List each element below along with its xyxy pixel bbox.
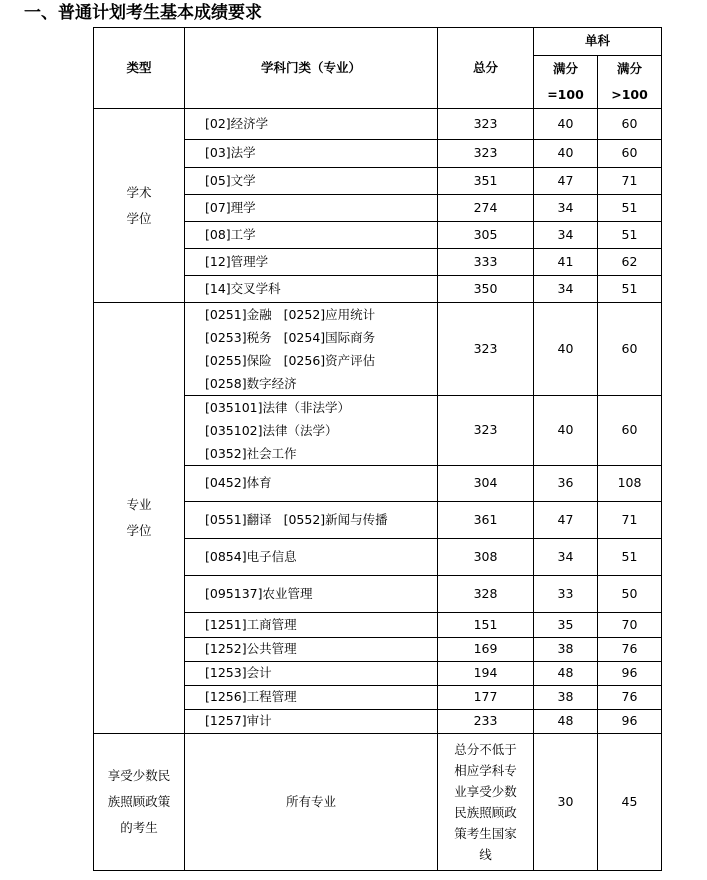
total-cell: 361: [438, 502, 534, 539]
score-gt-100-cell: 71: [598, 168, 662, 195]
subject-item: [0255]保险: [205, 353, 272, 368]
minority-type-line2: 族照顾政策: [107, 794, 171, 809]
total-header: 总分: [438, 28, 534, 109]
academic-type-line2: 学位: [126, 210, 152, 226]
minority-type-line1: 享受少数民: [107, 768, 171, 783]
total-description-line: 总分不低于: [454, 742, 517, 757]
score-100-cell: 38: [534, 686, 598, 710]
subject-cell: [03]法学: [185, 140, 438, 168]
score-100-cell: 34: [534, 222, 598, 249]
score-100-cell: 35: [534, 613, 598, 638]
type-header: 类型: [94, 28, 185, 109]
subject-item: [0551]翻译: [205, 511, 272, 527]
subject-cell: [07]理学: [185, 195, 438, 222]
subject-cell-law-group: [185, 396, 438, 466]
single-subject-header: 单科: [534, 28, 662, 56]
score-gt-100-cell: 71: [598, 502, 662, 539]
score-gt-100-cell: 96: [598, 662, 662, 686]
total-cell: 304: [438, 466, 534, 502]
score-requirements-table: [93, 27, 662, 871]
full-100-header-line2: =100: [547, 87, 584, 102]
subject-cell: [1252]公共管理: [185, 638, 438, 662]
professional-type-line2: 学位: [126, 523, 152, 538]
subject-cell: [1253]会计: [185, 662, 438, 686]
full-gt-100-header-line2: >100: [611, 87, 648, 102]
score-100-cell: 38: [534, 638, 598, 662]
subject-item: [035102]法律（法学）: [205, 423, 338, 438]
score-gt-100-cell: 96: [598, 710, 662, 734]
score-100-cell: 48: [534, 710, 598, 734]
score-gt-100-cell: 108: [598, 466, 662, 502]
score-100-cell: 34: [534, 276, 598, 303]
total-cell: 308: [438, 539, 534, 576]
total-description-line: 线: [479, 847, 492, 862]
score-gt-100-cell: 76: [598, 638, 662, 662]
total-description-line: 民族照顾政: [454, 805, 517, 820]
subject-item: [0252]应用统计: [283, 307, 376, 322]
total-cell: 233: [438, 710, 534, 734]
subject-cell: [05]文学: [185, 168, 438, 195]
subject-cell: [1256]工程管理: [185, 686, 438, 710]
score-100-cell: 34: [534, 195, 598, 222]
total-cell: 305: [438, 222, 534, 249]
subject-cell-finance-group: [185, 303, 438, 396]
professional-type-line1: 专业: [126, 497, 152, 512]
score-100-cell: 40: [534, 140, 598, 168]
full-100-header-line1: 满分: [552, 61, 578, 76]
subject-cell: [095137]农业管理: [185, 576, 438, 613]
subject-cell: [08]工学: [185, 222, 438, 249]
subject-item: [035101]法律（非法学）: [205, 400, 350, 415]
score-100-cell: 40: [534, 303, 598, 396]
score-100-cell: 30: [534, 734, 598, 871]
score-gt-100-cell: 51: [598, 195, 662, 222]
score-100-cell: 40: [534, 396, 598, 466]
score-gt-100-cell: 45: [598, 734, 662, 871]
academic-type-line1: 学术: [126, 184, 152, 200]
section-heading: 一、普通计划考生基本成绩要求: [24, 3, 262, 23]
total-description-line: 策考生国家: [454, 826, 517, 841]
subject-item: [0254]国际商务: [283, 330, 376, 345]
subject-cell: [0854]电子信息: [185, 539, 438, 576]
subject-item: [0352]社会工作: [205, 446, 297, 461]
score-100-cell: 33: [534, 576, 598, 613]
total-cell-description: [438, 734, 534, 871]
subject-cell: [1251]工商管理: [185, 613, 438, 638]
total-cell: 177: [438, 686, 534, 710]
subject-cell: 所有专业: [185, 734, 438, 871]
total-cell: 323: [438, 303, 534, 396]
table-row: [94, 303, 662, 396]
total-cell: 350: [438, 276, 534, 303]
total-cell: 333: [438, 249, 534, 276]
table-row: [94, 109, 662, 140]
score-gt-100-cell: 60: [598, 396, 662, 466]
subject-cell: [1257]审计: [185, 710, 438, 734]
total-description-line: 业享受少数: [454, 784, 517, 799]
total-cell: 169: [438, 638, 534, 662]
score-gt-100-cell: 70: [598, 613, 662, 638]
professional-type-cell: [94, 303, 185, 734]
subject-item: [0253]税务: [205, 330, 272, 345]
academic-type-cell: [94, 109, 185, 303]
subject-item: [0258]数字经济: [205, 376, 297, 391]
score-gt-100-cell: 60: [598, 140, 662, 168]
total-cell: 274: [438, 195, 534, 222]
total-cell: 328: [438, 576, 534, 613]
score-100-cell: 48: [534, 662, 598, 686]
score-100-cell: 36: [534, 466, 598, 502]
full-100-header: [534, 56, 598, 109]
subject-item: [0256]资产评估: [283, 353, 376, 368]
table-row: [94, 734, 662, 871]
score-gt-100-cell: 50: [598, 576, 662, 613]
full-gt-100-header: [598, 56, 662, 109]
total-cell: 151: [438, 613, 534, 638]
subject-cell: [14]交叉学科: [185, 276, 438, 303]
score-100-cell: 40: [534, 109, 598, 140]
score-gt-100-cell: 60: [598, 303, 662, 396]
subject-header: 学科门类（专业）: [185, 28, 438, 109]
subject-item: [0251]金融: [205, 307, 272, 322]
minority-type-line3: 的考生: [120, 820, 158, 835]
score-gt-100-cell: 51: [598, 222, 662, 249]
subject-cell: [12]管理学: [185, 249, 438, 276]
header-row: [94, 28, 662, 56]
total-description-line: 相应学科专: [454, 763, 517, 778]
subject-cell-translation-group: [185, 502, 438, 539]
score-100-cell: 41: [534, 249, 598, 276]
minority-type-cell: [94, 734, 185, 871]
score-gt-100-cell: 51: [598, 276, 662, 303]
total-cell: 323: [438, 140, 534, 168]
total-cell: 323: [438, 109, 534, 140]
score-100-cell: 34: [534, 539, 598, 576]
subject-cell: [0452]体育: [185, 466, 438, 502]
score-gt-100-cell: 62: [598, 249, 662, 276]
total-cell: 323: [438, 396, 534, 466]
score-gt-100-cell: 76: [598, 686, 662, 710]
total-cell: 351: [438, 168, 534, 195]
subject-cell: [02]经济学: [185, 109, 438, 140]
total-cell: 194: [438, 662, 534, 686]
full-gt-100-header-line1: 满分: [617, 61, 643, 76]
score-100-cell: 47: [534, 168, 598, 195]
score-gt-100-cell: 51: [598, 539, 662, 576]
score-100-cell: 47: [534, 502, 598, 539]
score-gt-100-cell: 60: [598, 109, 662, 140]
subject-item: [0552]新闻与传播: [283, 511, 388, 527]
